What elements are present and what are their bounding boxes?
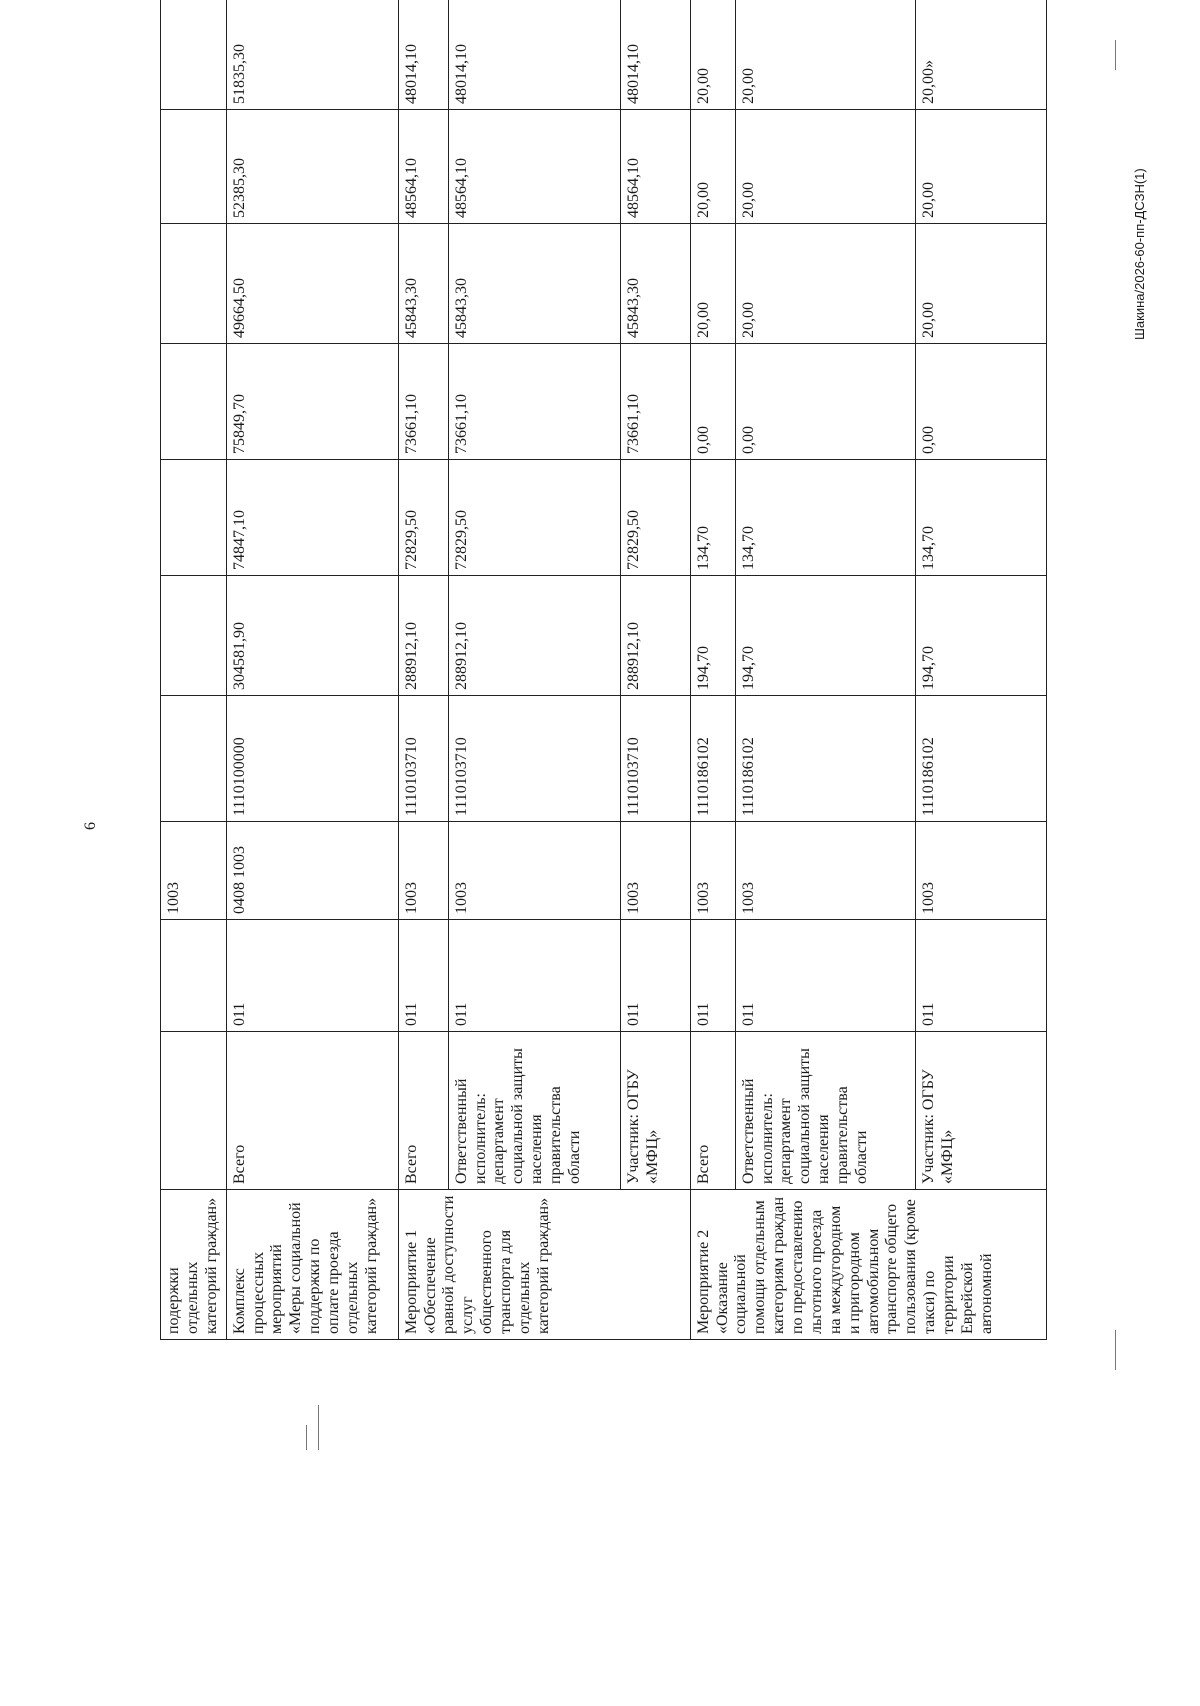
value-cell [161,576,227,696]
csr-cell: 1110186102 [690,696,735,822]
table-row [398,0,448,1340]
value-cell: 20,00 [915,224,1046,344]
value-cell [161,224,227,344]
grbs-cell: 011 [735,920,915,1032]
rzpr-cell: 1003 [735,822,915,920]
rzpr-cell: 1003 [448,822,620,920]
value-cell: 20,00 [915,110,1046,224]
rzpr-cell: 0408 1003 [226,822,398,920]
value-cell: 48564,10 [398,110,448,224]
executor-cell: Ответственный исполнитель: департамент социальной защиты населения правительства области [448,1032,620,1190]
grbs-cell: 011 [690,920,735,1032]
executor-cell: Ответственный исполнитель: департамент социальной защиты населения правительства области [735,1032,915,1190]
value-cell: 45843,30 [620,224,690,344]
csr-cell [161,696,227,822]
value-cell: 48564,10 [620,110,690,224]
scan-mark [306,1425,307,1450]
scan-mark [318,1405,319,1450]
table-row [161,0,227,1340]
executor-cell [161,1032,227,1190]
value-cell: 194,70 [690,576,735,696]
value-cell: 45843,30 [398,224,448,344]
csr-cell: 1110186102 [915,696,1046,822]
value-cell [161,460,227,576]
name-cell: Мероприятие 1 «Обеспечение равной доступности услуг общественного транспорта для отдельных категорий граждан» [398,1190,690,1340]
value-cell: 74847,10 [226,460,398,576]
grbs-cell: 011 [448,920,620,1032]
value-cell: 51835,30 [226,0,398,110]
value-cell: 48014,10 [398,0,448,110]
scan-mark [1115,1330,1116,1370]
value-cell: 45843,30 [448,224,620,344]
table-row [448,0,620,1340]
value-cell: 134,70 [915,460,1046,576]
document-code: Шакина/2026-60-пп-ДСЗН(1) [1132,168,1147,340]
name-cell: Комплекс процессных мероприятий «Меры социальной поддержки по оплате проезда отдельных категорий граждан» [226,1190,398,1340]
grbs-cell: 011 [226,920,398,1032]
value-cell: 194,70 [915,576,1046,696]
value-cell: 20,00 [690,110,735,224]
page-number: 6 [82,822,99,830]
value-cell: 52385,30 [226,110,398,224]
value-cell: 75849,70 [226,344,398,460]
rzpr-cell: 1003 [398,822,448,920]
grbs-cell: 011 [620,920,690,1032]
value-cell [161,110,227,224]
value-cell: 20,00 [735,224,915,344]
value-cell [161,0,227,110]
executor-cell: Всего [398,1032,448,1190]
value-cell: 20,00 [735,110,915,224]
rzpr-cell: 1003 [620,822,690,920]
value-cell: 20,00» [915,0,1046,110]
csr-cell: 1110103710 [620,696,690,822]
value-cell: 134,70 [735,460,915,576]
value-cell: 20,00 [690,0,735,110]
value-cell: 288912,10 [620,576,690,696]
executor-cell: Участник: ОГБУ «МФЦ» [915,1032,1046,1190]
grbs-cell: 011 [915,920,1046,1032]
rzpr-cell: 1003 [915,822,1046,920]
value-cell: 72829,50 [448,460,620,576]
grbs-cell: 011 [398,920,448,1032]
executor-cell: Всего [690,1032,735,1190]
name-cell: подержки отдельных категорий граждан» [161,1190,227,1340]
value-cell: 304581,90 [226,576,398,696]
value-cell: 49664,50 [226,224,398,344]
value-cell: 0,00 [915,344,1046,460]
table-row [915,0,1046,1340]
table-row [735,0,915,1340]
scan-mark [1115,40,1116,70]
table-row [690,0,735,1340]
rzpr-cell: 1003 [161,822,227,920]
value-cell: 0,00 [735,344,915,460]
value-cell: 194,70 [735,576,915,696]
table-row [620,0,690,1340]
value-cell: 72829,50 [620,460,690,576]
budget-table [160,0,1047,1340]
value-cell: 288912,10 [398,576,448,696]
csr-cell: 1110186102 [735,696,915,822]
executor-cell: Участник: ОГБУ «МФЦ» [620,1032,690,1190]
value-cell: 48564,10 [448,110,620,224]
value-cell: 0,00 [690,344,735,460]
value-cell: 20,00 [735,0,915,110]
value-cell: 48014,10 [620,0,690,110]
executor-cell: Всего [226,1032,398,1190]
value-cell [161,344,227,460]
value-cell: 73661,10 [448,344,620,460]
value-cell: 72829,50 [398,460,448,576]
table-row [226,0,398,1340]
csr-cell: 1110103710 [398,696,448,822]
value-cell: 48014,10 [448,0,620,110]
value-cell: 20,00 [690,224,735,344]
csr-cell: 1110100000 [226,696,398,822]
value-cell: 73661,10 [398,344,448,460]
name-cell: Мероприятие 2 «Оказание социальной помощи отдельным категориям граждан по предоставлению льготного проезда на междугородном и пригородном автомобильном транспорте общего пользования (кроме такси) по территории Еврейской автономной [690,1190,1046,1340]
value-cell: 288912,10 [448,576,620,696]
value-cell: 73661,10 [620,344,690,460]
rzpr-cell: 1003 [690,822,735,920]
value-cell: 134,70 [690,460,735,576]
csr-cell: 1110103710 [448,696,620,822]
grbs-cell [161,920,227,1032]
